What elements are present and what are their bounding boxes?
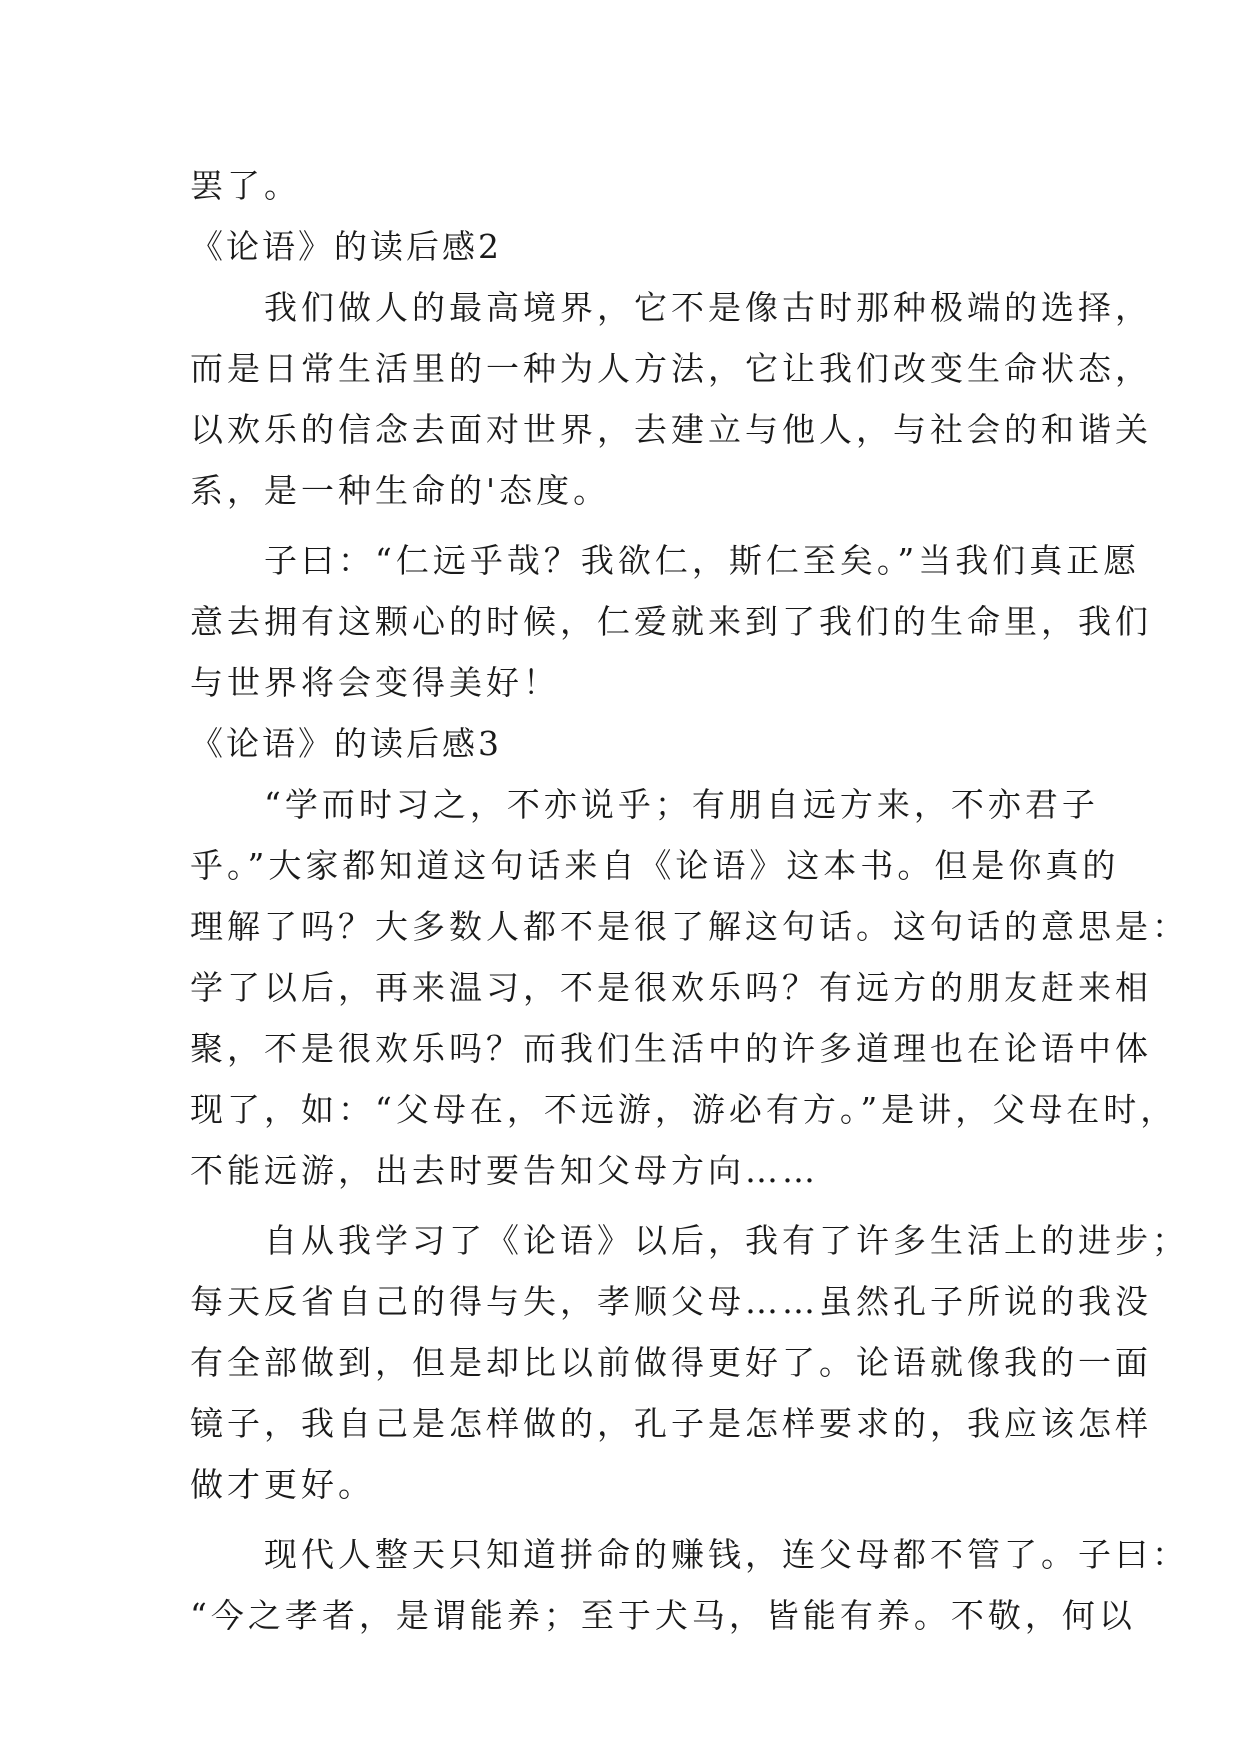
- document-body: [190, 155, 1189, 1646]
- text-line: 罢了。: [190, 166, 301, 205]
- text-line: 有全部做到，但是却比以前做得更好了。论语就像我的一面: [190, 1343, 1152, 1382]
- text-line: 系，是一种生命的'态度。: [190, 471, 611, 510]
- text-line: 镜子，我自己是怎样做的，孔子是怎样要求的，我应该怎样: [190, 1404, 1152, 1443]
- text-line: 每天反省自己的得与失，孝顺父母……虽然孔子所说的我没: [190, 1282, 1152, 1321]
- text-line: 乎。”大家都知道这句话来自《论语》这本书。但是你真的: [190, 846, 1120, 885]
- text-line: 我们做人的最高境界，它不是像古时那种极端的选择，: [190, 288, 1152, 327]
- text-line: 学了以后，再来温习，不是很欢乐吗？有远方的朋友赶来相: [190, 968, 1152, 1007]
- text-line: 现代人整天只知道拼命的赚钱，连父母都不管了。子曰：: [190, 1535, 1189, 1574]
- paragraph-spacer: [190, 1201, 1070, 1210]
- section-heading: 《论语》的读后感2: [190, 227, 502, 266]
- text-line: 做才更好。: [190, 1465, 375, 1504]
- section-heading: 《论语》的读后感3: [190, 724, 502, 763]
- text-line: 理解了吗？大多数人都不是很了解这句话。这句话的意思是：: [190, 907, 1189, 946]
- text-line: “今之孝者，是谓能养；至于犬马，皆能有养。不敬，何以: [190, 1596, 1136, 1635]
- paragraph-spacer: [190, 1515, 1070, 1524]
- text-line: 意去拥有这颗心的时候，仁爱就来到了我们的生命里，我们: [190, 602, 1152, 641]
- text-line: 现了，如：“父母在，不远游，游必有方。”是讲，父母在时，: [190, 1090, 1178, 1129]
- text-line: 以欢乐的信念去面对世界，去建立与他人，与社会的和谐关: [190, 410, 1152, 449]
- text-line: 而是日常生活里的一种为人方法，它让我们改变生命状态，: [190, 349, 1152, 388]
- text-line: 聚，不是很欢乐吗？而我们生活中的许多道理也在论语中体: [190, 1029, 1152, 1068]
- text-line: 与世界将会变得美好！: [190, 663, 560, 702]
- text-line: 自从我学习了《论语》以后，我有了许多生活上的进步；: [190, 1221, 1189, 1260]
- text-line: 子曰：“仁远乎哉？我欲仁，斯仁至矣。”当我们真正愿: [190, 541, 1141, 580]
- paragraph-spacer: [190, 521, 1070, 530]
- text-line: 不能远游，出去时要告知父母方向……: [190, 1151, 819, 1190]
- text-line: “学而时习之，不亦说乎；有朋自远方来，不亦君子: [190, 785, 1099, 824]
